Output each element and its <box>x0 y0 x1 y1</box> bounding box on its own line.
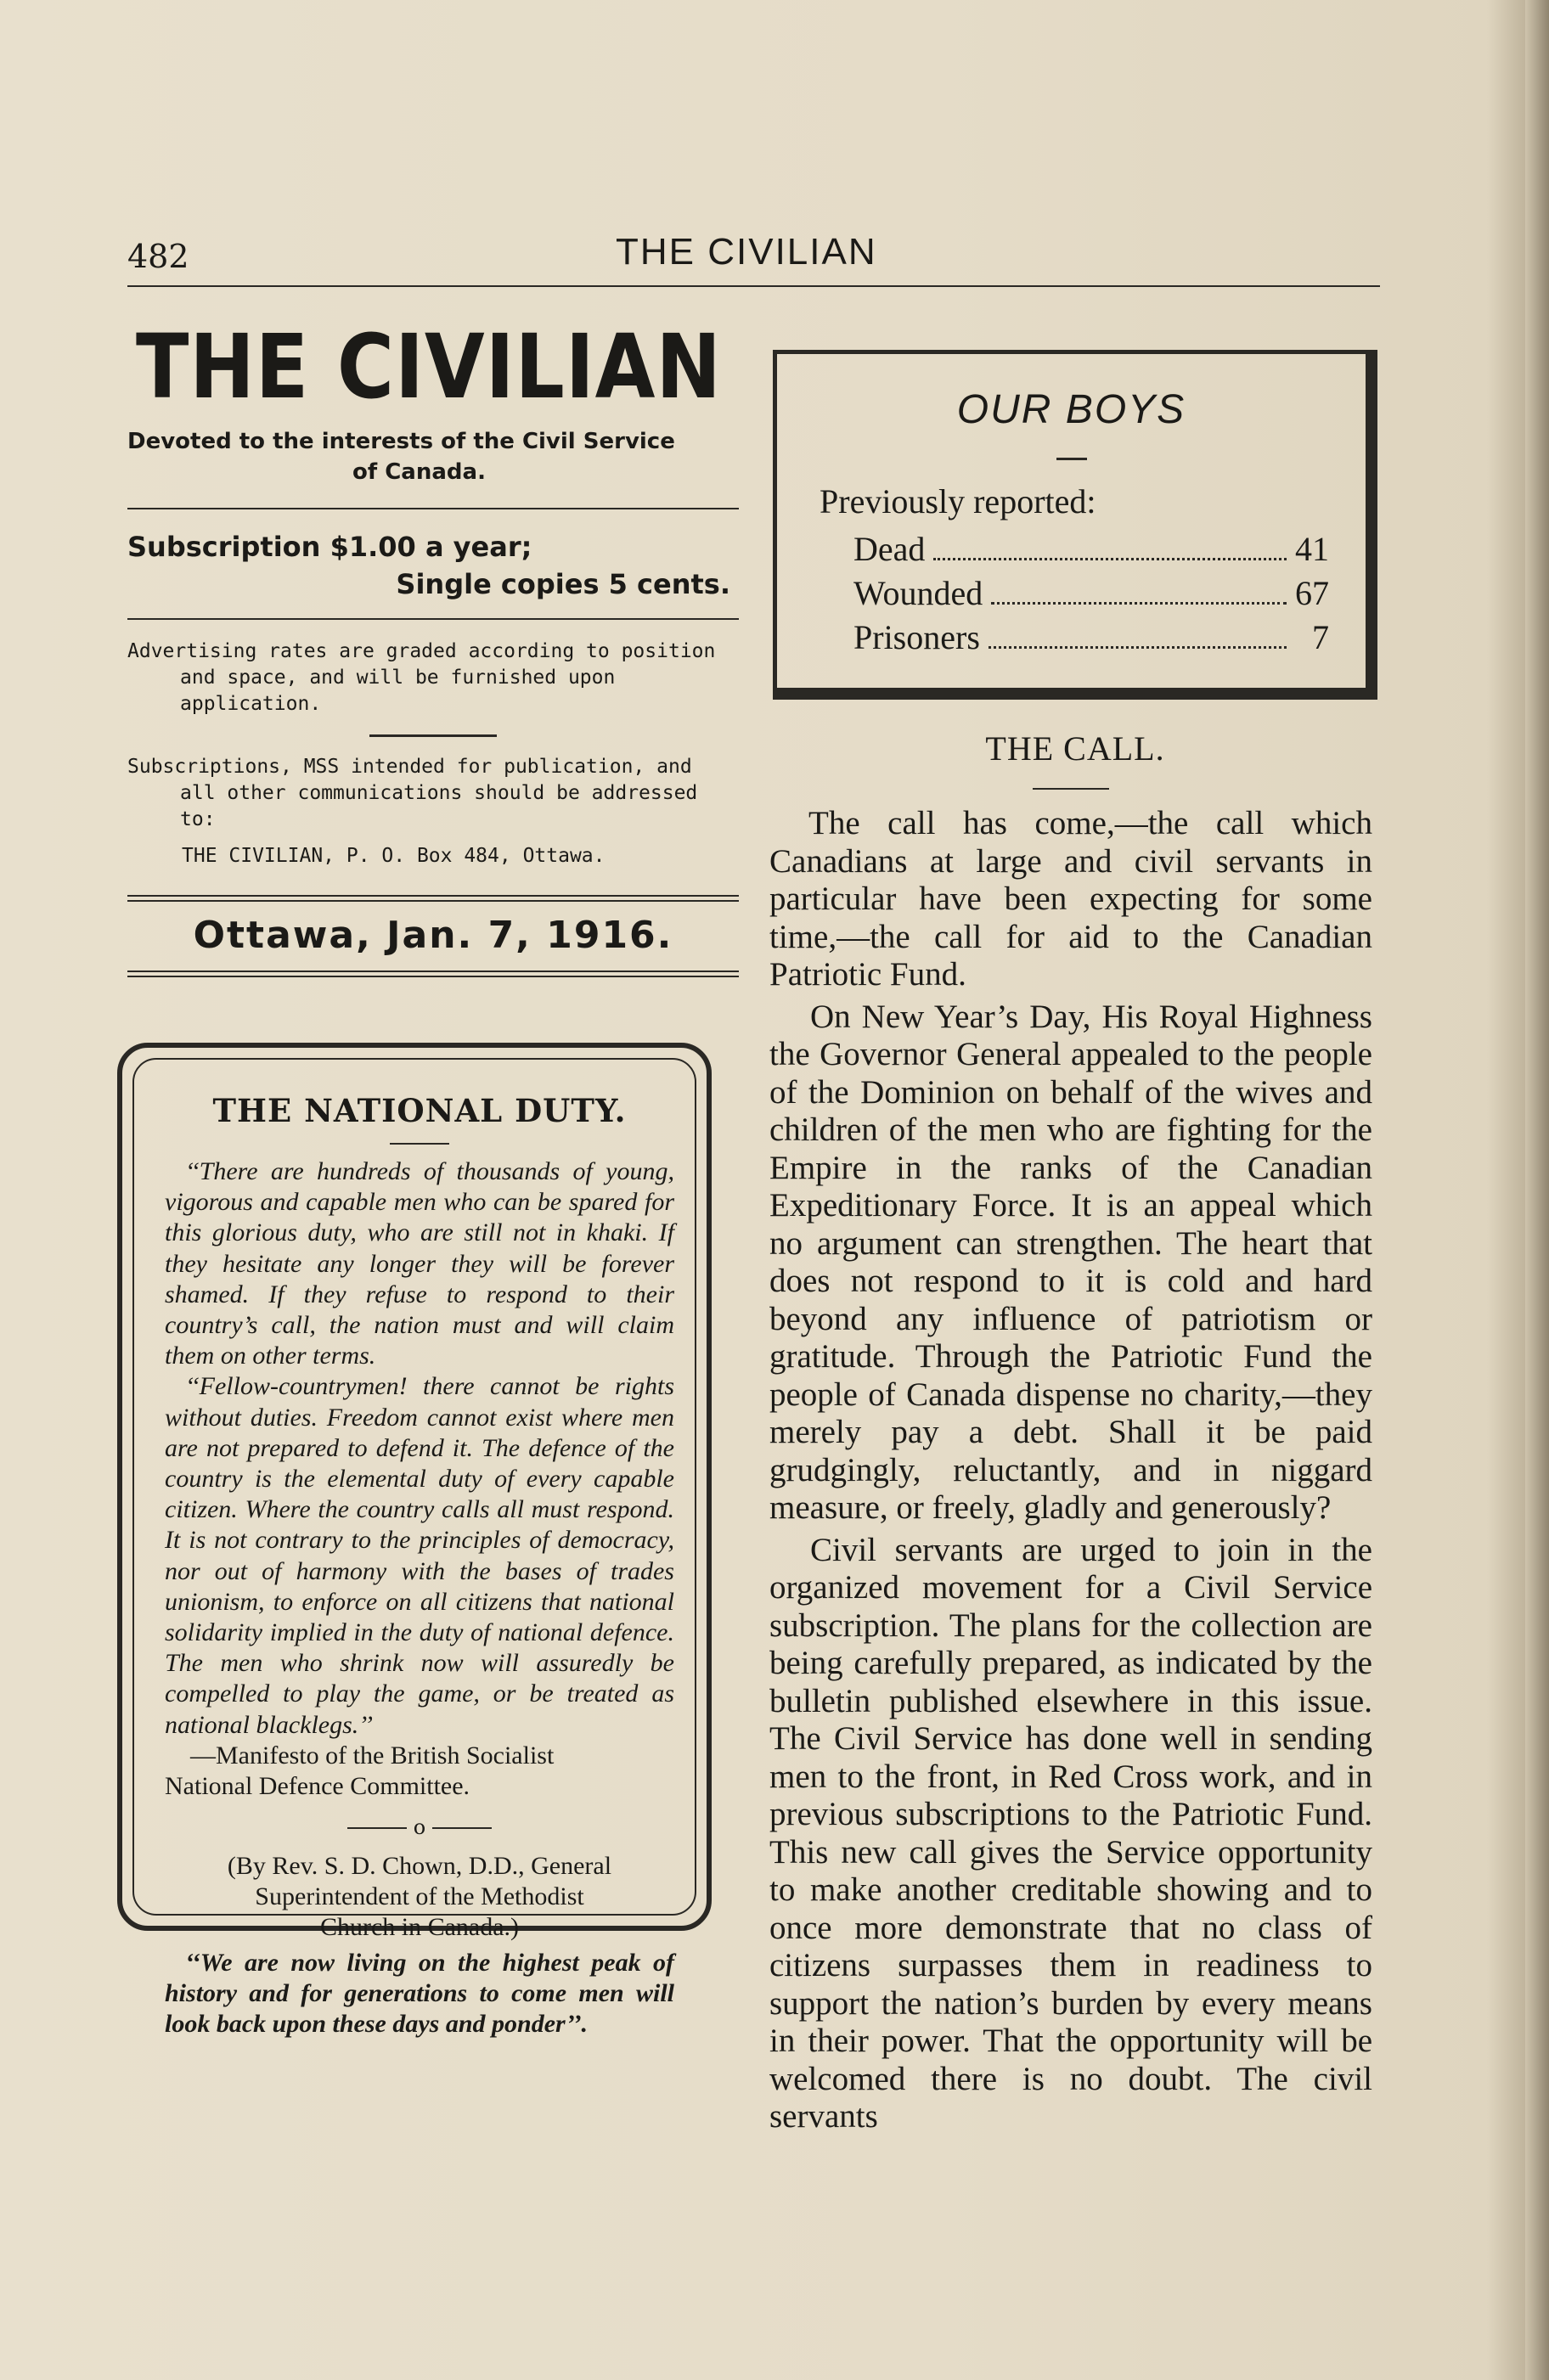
manifesto-paragraph-1: ‘‘There are hundreds of thousands of young, vigorous and capable men who can be spared for this glorious duty, who are still not in khaki. If they hesitate any longer they will be forever shamed. If they refuse to respond to their country’s call, the nation must and will claim them on other terms. <box>165 1157 674 1370</box>
running-head <box>127 231 1380 282</box>
mailing-address: THE CIVILIAN, P. O. Box 484, Ottawa. <box>182 845 606 867</box>
short-divider <box>369 734 497 737</box>
manifesto-paragraph-2: ‘‘Fellow-countrymen! there cannot be rights without duties. Freedom cannot exist where men are not prepared to defend it. The defence of the country is the elemental duty of every capable citizen. Where the country calls all must respond. It is not contrary to the principles of democracy, nor out of harmony with the bases of trades unionism, to enforce on all citizens that national solidarity implied in the duty of national defence. The men who shrink now will assuredly be compelled to play the game, or be treated as national blacklegs.’’ <box>165 1372 674 1739</box>
dot-leader <box>933 558 1287 560</box>
separator-mark: o <box>413 1815 426 1839</box>
subscription-line-1: Subscription $1.00 a year; <box>127 531 532 563</box>
casualty-row-prisoners <box>853 617 1329 657</box>
national-duty-content <box>165 1092 674 2040</box>
page-number: 482 <box>127 238 189 275</box>
title-dash <box>1056 458 1087 460</box>
dateline: Ottawa, Jan. 7, 1916. <box>193 914 673 957</box>
attribution-line-1: —Manifesto of the British Socialist <box>190 1741 555 1770</box>
masthead-tagline <box>127 426 739 487</box>
separator <box>165 1815 674 1839</box>
previously-reported-label: Previously reported: <box>820 482 1096 520</box>
casualty-label: Prisoners <box>853 618 980 656</box>
national-duty-title: THE NATIONAL DUTY. <box>212 1092 627 1129</box>
casualty-row-dead <box>853 529 1329 569</box>
subscription-price <box>127 528 739 603</box>
casualty-count: 7 <box>1312 618 1329 656</box>
chown-quote: ‘‘We are now living on the highest peak of history and for generations to come men will look back upon these days and ponder’’. <box>165 1948 674 2038</box>
casualty-count: 41 <box>1295 530 1329 568</box>
dot-leader <box>989 646 1287 649</box>
casualty-label: Dead <box>853 530 926 568</box>
tagline-line-1: Devoted to the interests of the Civil Service <box>127 429 675 454</box>
masthead-column <box>127 314 739 989</box>
advertising-note <box>127 639 739 717</box>
attribution-line-2: National Defence Committee. <box>165 1771 470 1800</box>
running-title: THE CIVILIAN <box>616 231 877 273</box>
subscription-line-2: Single copies 5 cents. <box>396 568 730 600</box>
the-call-heading: THE CALL. <box>985 729 1165 768</box>
casualty-row-wounded <box>853 573 1329 613</box>
dot-leader <box>991 602 1287 605</box>
manifesto-attribution <box>165 1741 674 1802</box>
byline-line-1: (By Rev. S. D. Chown, D.D., General <box>227 1851 612 1880</box>
double-rule <box>127 895 739 902</box>
byline-line-3: Church in Canada.) <box>319 1912 520 1941</box>
article-paragraph: On New Year’s Day, His Royal Highness the Governor General appealed to the people of the Dominion on behalf of the wives and children of the men who are fighting for the Empire in the ranks of the Canadian Expeditionary Force. It is an appeal which no argument can strengthen. The heart that does not respond to it is cold and hard beyond any influence of patriotism or gratitude. Through the Patriotic Fund the people of Canada dispense no charity,—they merely pay a debt. Shall it be paid grudgingly, reluctantly, and in niggard measure, or freely, gladly and generously? <box>769 998 1372 1526</box>
article-paragraph: Civil servants are urged to join in the organized movement for a Civil Service subscription. The plans for the collection are being carefully prepared, as indicated by the bulletin published elsewhere in this issue. The Civil Service has done well in sending men to the front, in Red Cross work, and in previous subscriptions to the Patriotic Fund. This new call gives the Service opportunity to make another creditable showing and to once more demonstrate that no class of citizens surpasses them in readiness to support the nation’s burden by every means in their power. That the opportunity will be welcomed there is no doubt. The civil servants <box>769 1531 1372 2135</box>
byline-line-2: Superintendent of the Methodist <box>255 1882 584 1910</box>
tagline-line-2: of Canada. <box>352 459 486 485</box>
casualty-label: Wounded <box>853 574 983 612</box>
advertising-text: Advertising rates are graded according to position and space, and will be furnished upon application. <box>127 640 716 715</box>
subscriptions-text: Subscriptions, MSS intended for publication, and all other communications should be addressed to: <box>127 756 698 830</box>
masthead-title: THE CIVILIAN <box>136 315 722 419</box>
header-rule <box>127 285 1380 287</box>
national-duty-box <box>117 1043 712 2038</box>
book-spine <box>1525 0 1549 2380</box>
heading-rule <box>1033 788 1109 790</box>
article-paragraph: The call has come,—the call which Canadians at large and civil servants in particular have been expecting for some time,—the call for aid to the Canadian Patriotic Fund. <box>769 805 1372 993</box>
title-rule <box>390 1143 449 1145</box>
byline <box>165 1851 674 1943</box>
subscriptions-note <box>127 754 739 869</box>
divider <box>127 618 739 620</box>
the-call-article <box>769 805 1372 2136</box>
divider <box>127 508 739 509</box>
casualty-count: 67 <box>1295 574 1329 612</box>
double-rule <box>127 971 739 977</box>
our-boys-box <box>773 350 1377 700</box>
our-boys-title: OUR BOYS <box>956 387 1186 432</box>
